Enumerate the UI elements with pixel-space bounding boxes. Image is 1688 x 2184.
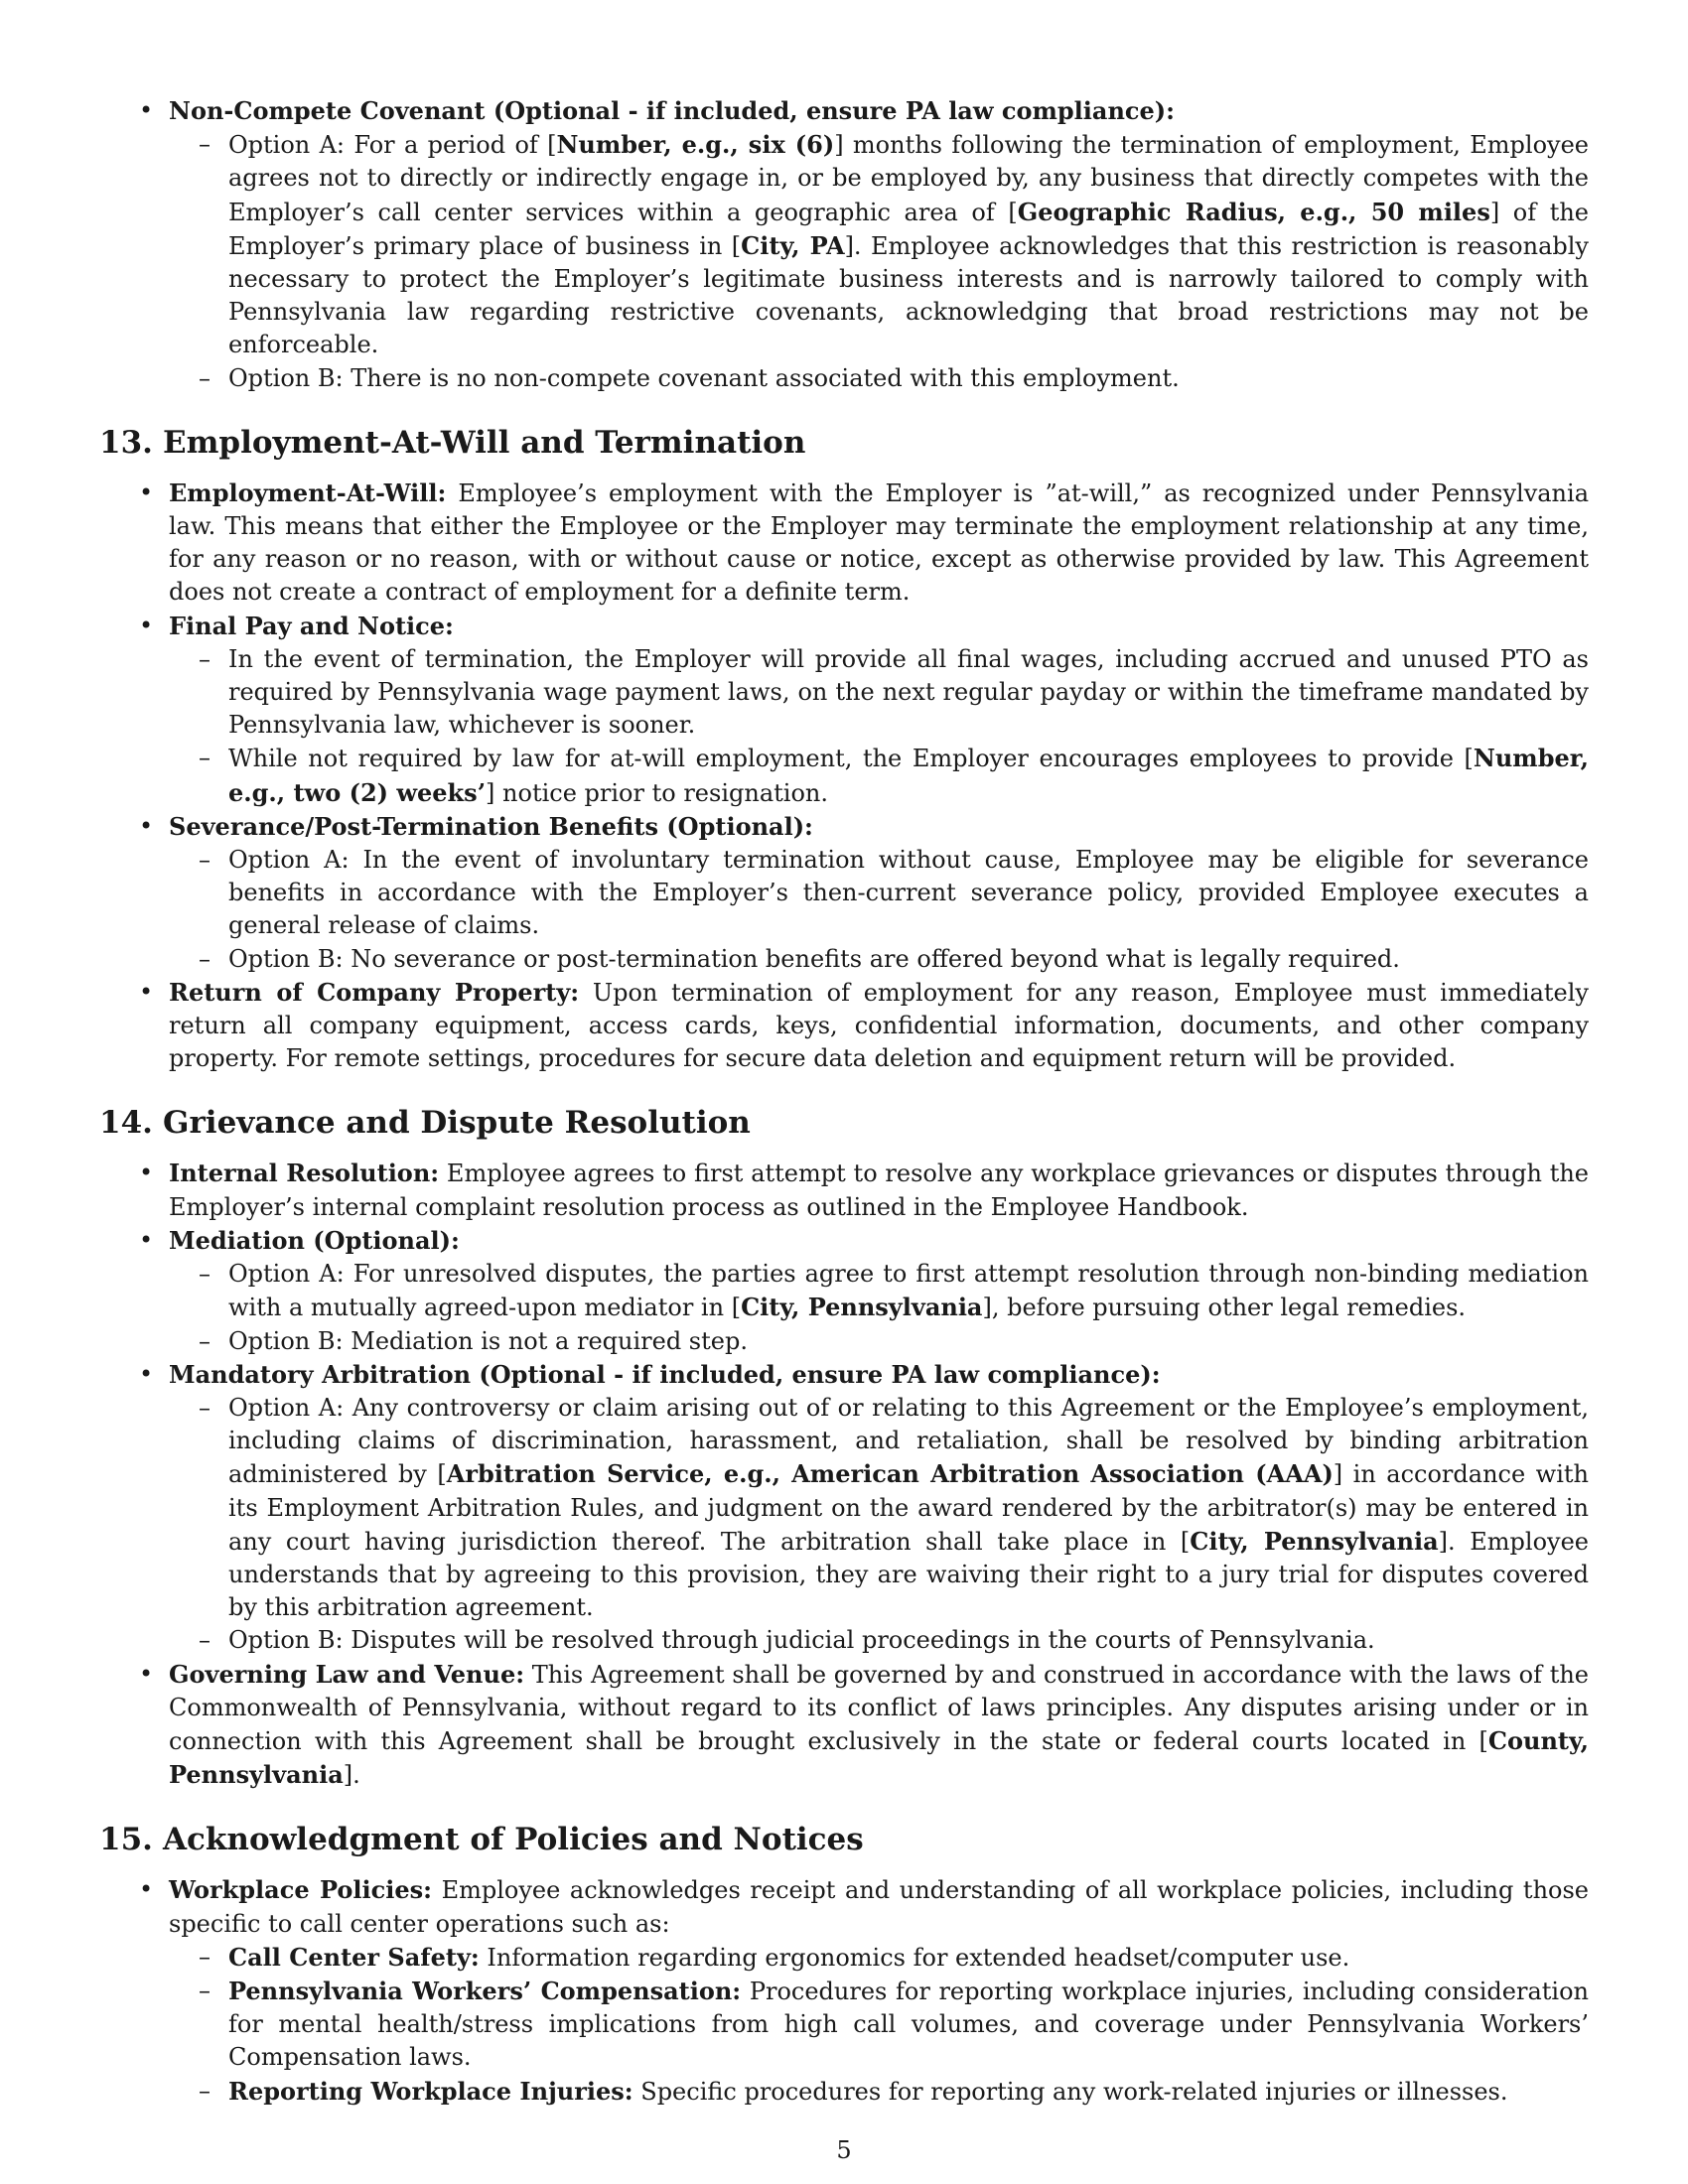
list-item: [169, 1224, 1589, 1358]
item-text: Information regarding ergonomics for extended headset/computer use.: [479, 1943, 1350, 1972]
item-label: Reporting Workplace Injuries:: [228, 2076, 633, 2106]
list-item: [169, 1358, 1589, 1658]
text: ]. Employee acknowledges that this restriction is reasonably necessary to protect the Employer’s legitimate business interests and is narrowly tailored to comply with Pennsylvania law regarding restrictive covenants, acknowledging that broad restrictions may not be enforceable.: [228, 231, 1589, 359]
sublist-item: – Option A: In the event of involuntary termination without cause, Employee may be eligible for severance benefits in accordance with the Employer’s then-current severance policy, provided Employee executes a general release of claims.: [228, 844, 1589, 943]
sublist-item: – Option B: No severance or post-termination benefits are offered beyond what is legally required.: [228, 943, 1589, 976]
item-text: Employee’s employment with the Employer is ”at-will,” as recognized under Pennsylvania law. This means that either the Employee or the Employer may terminate the employment relationship at any time, for any reason or no reason, with or without cause or notice, except as otherwise provided by law. This Agreement does not create a contract of employment for a definite term.: [169, 478, 1589, 607]
item-label: Return of Company Property:: [169, 977, 580, 1007]
sublist-item: – Option B: Disputes will be resolved through judicial proceedings in the courts of Pennsylvania.: [228, 1624, 1589, 1657]
placeholder: Number, e.g., two (2) weeks’: [228, 744, 1589, 807]
noncompete-title: Non-Compete Covenant (Optional - if included, ensure PA law compliance):: [169, 96, 1176, 125]
item-text: Employee acknowledges receipt and understanding of all workplace policies, including those specific to call center operations such as:: [169, 1876, 1589, 1938]
sublist: [228, 1392, 1589, 1658]
list-item: [169, 1873, 1589, 2108]
item-label: Mandatory Arbitration (Optional - if included, ensure PA law compliance):: [169, 1359, 1161, 1389]
section-number: 13.: [99, 424, 153, 461]
item-label: Mediation (Optional):: [169, 1225, 460, 1255]
item-text: ].: [343, 1761, 360, 1790]
sublist-item: [228, 742, 1589, 809]
item-text: Upon termination of employment for any reason, Employee must immediately return all company equipment, access cards, keys, confidential information, documents, and other company property. For remote settings, procedures for secure data deletion and equipment return will be provided.: [169, 978, 1589, 1073]
text: Option A: For a period of [: [228, 131, 557, 160]
list-item: [169, 610, 1589, 810]
sublist: [228, 844, 1589, 976]
text: ]. Employee understands that by agreeing to this provision, they are waiving their right to a jury trial for disputes covered by this arbitration agreement.: [228, 1527, 1589, 1622]
noncompete-options: [228, 128, 1589, 395]
sublist-item: – Option B: Mediation is not a required step.: [228, 1325, 1589, 1358]
document-page: [99, 94, 1590, 2109]
sublist-item: [228, 1392, 1589, 1624]
list-item: [169, 1658, 1589, 1793]
item-label: Employment-At-Will:: [169, 478, 447, 507]
text: ], before pursuing other legal remedies.: [982, 1294, 1467, 1322]
placeholder: City, PA: [741, 230, 845, 260]
sublist-item: [228, 1975, 1589, 2075]
section-15-list: [169, 1873, 1589, 2108]
list-item: [169, 976, 1589, 1076]
sublist: [228, 1941, 1589, 2109]
sublist-item: [228, 2075, 1589, 2109]
item-label: Call Center Safety:: [228, 1942, 480, 1972]
section-13-list: [169, 477, 1589, 1076]
sublist: [228, 643, 1589, 810]
item-label: Pennsylvania Workers’ Compensation:: [228, 1976, 742, 2005]
placeholder: Number, e.g., six (6): [556, 130, 835, 160]
placeholder: County, Pennsylvania: [169, 1725, 1589, 1790]
item-text: This Agreement shall be governed by and construed in accordance with the laws of the Commonwealth of Pennsylvania, without regard to its conflict of laws principles. Any disputes arising under or in connection with this Agreement shall be brought exclusively in the state or federal courts located in [: [169, 1660, 1589, 1755]
text: ] notice prior to resignation.: [486, 778, 828, 807]
text: ] in accordance with its Employment Arbitration Rules, and judgment on the award rendered by the arbitrator(s) may be entered in any court having jurisdiction thereof. The arbitration shall take place in [: [228, 1460, 1589, 1556]
noncompete-list: [169, 94, 1589, 395]
item-label: Governing Law and Venue:: [169, 1659, 525, 1689]
sublist-item: [228, 1941, 1589, 1975]
item-label: Final Pay and Notice:: [169, 611, 454, 640]
list-item: [169, 810, 1589, 976]
item-text: Procedures for reporting workplace injuries, including consideration for mental health/stress implications from high call volumes, and coverage under Pennsylvania Workers’ Compensation laws.: [228, 1977, 1589, 2072]
item-label: Severance/Post-Termination Benefits (Optional):: [169, 811, 813, 841]
sublist-item: [228, 1258, 1589, 1324]
section-number: 14.: [99, 1105, 153, 1142]
section-number: 15.: [99, 1822, 153, 1858]
text: While not required by law for at-will employment, the Employer encourages employees to provide [: [228, 745, 1474, 773]
section-15-heading: [99, 1820, 1589, 1859]
placeholder: City, Pennsylvania: [1190, 1526, 1439, 1556]
list-item: [169, 1157, 1589, 1223]
section-14-heading: [99, 1103, 1589, 1143]
page-number: 5: [836, 2136, 852, 2164]
text: Option A: For unresolved disputes, the parties agree to first attempt resolution through non-binding mediation with a mutually agreed-upon mediator in [: [228, 1260, 1589, 1322]
section-14-list: [169, 1157, 1589, 1792]
text: ] months following the termination of employment, Employee agrees not to directly or indirectly engage in, or be employed by, any business that directly competes with the Employer’s call center services within a geographic area of [: [228, 131, 1589, 226]
sublist: [228, 1258, 1589, 1358]
item-text: Specific procedures for reporting any work-related injuries or illnesses.: [633, 2077, 1508, 2106]
section-title: Grievance and Dispute Resolution: [163, 1105, 751, 1142]
noncompete-item: [169, 94, 1589, 395]
noncompete-option-a: [228, 128, 1589, 361]
section-title: Employment-At-Will and Termination: [163, 424, 806, 461]
placeholder: City, Pennsylvania: [741, 1293, 983, 1322]
item-label: Workplace Policies:: [169, 1875, 432, 1905]
sublist-item: – In the event of termination, the Employer will provide all final wages, including accrued and unused PTO as required by Pennsylvania wage payment laws, on the next regular payday or within the timeframe mandated by Pennsylvania law, whichever is sooner.: [228, 643, 1589, 743]
item-text: Employee agrees to first attempt to resolve any workplace grievances or disputes through the Employer’s internal complaint resolution process as outlined in the Employee Handbook.: [169, 1160, 1590, 1221]
section-title: Acknowledgment of Policies and Notices: [163, 1822, 864, 1858]
item-label: Internal Resolution:: [169, 1159, 440, 1188]
placeholder: Arbitration Service, e.g., American Arbitration Association (AAA): [446, 1459, 1334, 1489]
placeholder: Geographic Radius, e.g., 50 miles: [1017, 197, 1490, 226]
list-item: [169, 477, 1589, 610]
section-13-heading: [99, 423, 1589, 463]
text: ] of the Employer’s primary place of business in [: [228, 198, 1589, 260]
text: Option A: Any controversy or claim arising out of or relating to this Agreement or the Employee’s employment, including claims of discrimination, harassment, and retaliation, shall be resolved by binding arbitration administered by [: [228, 1393, 1589, 1489]
noncompete-option-b: – Option B: There is no non-compete covenant associated with this employment.: [228, 362, 1589, 395]
